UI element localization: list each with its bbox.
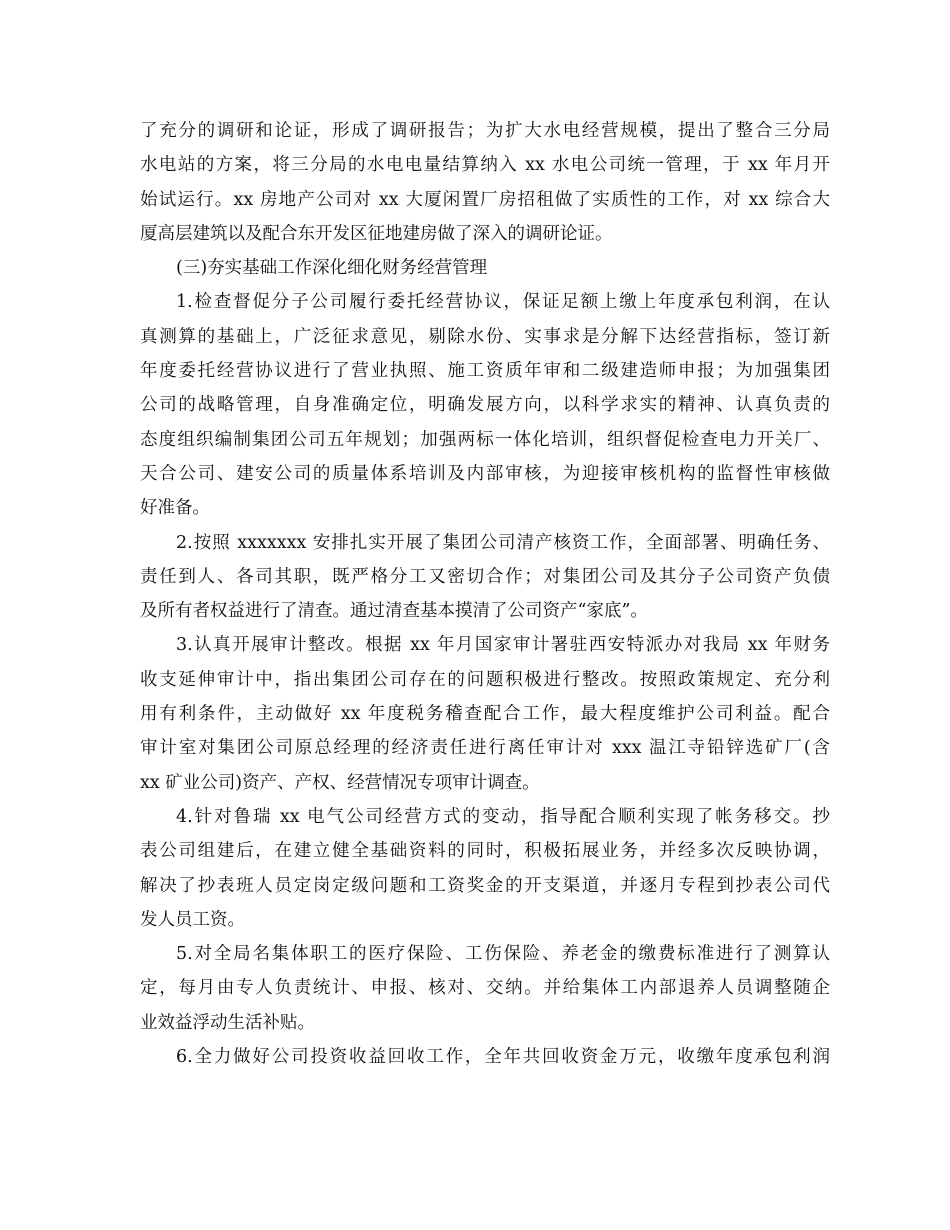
text-line: 公司的战略管理，自身准确定位，明确发展方向，以科学求实的精神、认真负责的 (140, 395, 830, 416)
paragraph-continuation (140, 114, 830, 251)
text-line: 5.对全局名集体职工的医疗保险、工伤保险、养老金的缴费标准进行了测算认 (176, 944, 830, 965)
text-line: 及所有者权益进行了清查。通过清查基本摸清了公司资产“家底”。 (140, 601, 648, 622)
text-line: 责任到人、各司其职，既严格分工又密切合作；对集团公司及其分子公司资产负债 (140, 566, 830, 587)
text-line: 水电站的方案，将三分局的水电电量结算纳入 xx 水电公司统一管理，于 xx 年月开 (140, 155, 830, 176)
section-heading (140, 251, 830, 285)
paragraph-item-3 (140, 628, 830, 799)
text-line: 收支延伸审计中，指出集团公司存在的问题积极进行整改。按照政策规定、充分利 (140, 669, 830, 690)
text-line: 6.全力做好公司投资收益回收工作，全年共回收资金万元，收缴年度承包利润 (176, 1047, 830, 1068)
paragraph-item-5 (140, 937, 830, 1040)
text-line: 真测算的基础上，广泛征求意见，剔除水份、实事求是分解下达经营指标，签订新 (140, 326, 830, 347)
text-line: 了充分的调研和论证，形成了调研报告；为扩大水电经营规模，提出了整合三分局 (140, 121, 830, 141)
text-line: 天合公司、建安公司的质量体系培训及内部审核，为迎接审核机构的监督性审核做 (140, 463, 830, 484)
paragraph-item-4 (140, 800, 830, 937)
text-line: 用有利条件，主动做好 xx 年度税务稽查配合工作，最大程度维护公司利益。配合 (140, 704, 830, 725)
document-body (140, 114, 830, 1074)
text-line: 表公司组建后，在建立健全基础资料的同时，积极拓展业务，并经多次反映协调， (140, 841, 830, 862)
text-line: 发人员工资。 (140, 909, 245, 930)
paragraph-item-1 (140, 285, 830, 525)
text-line: 厦高层建筑以及配合东开发区征地建房做了深入的调研论证。 (140, 223, 613, 244)
text-line: 态度组织编制集团公司五年规划；加强两标一体化培训，组织督促检查电力开关厂、 (140, 429, 830, 450)
text-line: 审计室对集团公司原总经理的经济责任进行离任审计对 xxx 温江寺铅锌选矿厂(含 (140, 738, 830, 759)
text-line: 解决了抄表班人员定岗定级问题和工资奖金的开支渠道，并逐月专程到抄表公司代 (140, 875, 830, 896)
paragraph-item-6 (140, 1040, 830, 1074)
text-line: 3.认真开展审计整改。根据 xx 年月国家审计署驻西安特派办对我局 xx 年财务 (176, 635, 830, 656)
text-line: 好准备。 (140, 498, 210, 519)
text-line: 1.检查督促分子公司履行委托经营协议，保证足额上缴上年度承包利润，在认 (176, 292, 830, 313)
text-line: xx 矿业公司)资产、产权、经营情况专项审计调查。 (140, 772, 540, 793)
heading-text: (三)夯实基础工作深化细化财务经营管理 (176, 258, 488, 279)
text-line: 2.按照 xxxxxxx 安排扎实开展了集团公司清产核资工作，全面部署、明确任务、 (176, 532, 830, 553)
text-line: 始试运行。xx 房地产公司对 xx 大厦闲置厂房招租做了实质性的工作，对 xx 综合大 (140, 189, 830, 210)
text-line: 4.针对鲁瑞 xx 电气公司经营方式的变动，指导配合顺利实现了帐务移交。抄 (176, 806, 830, 827)
text-line: 业效益浮动生活补贴。 (140, 1012, 315, 1033)
text-line: 年度委托经营协议进行了营业执照、施工资质年审和二级建造师申报；为加强集团 (140, 361, 830, 382)
paragraph-item-2 (140, 526, 830, 629)
text-line: 定，每月由专人负责统计、申报、核对、交纳。并给集体工内部退养人员调整随企 (140, 978, 830, 999)
